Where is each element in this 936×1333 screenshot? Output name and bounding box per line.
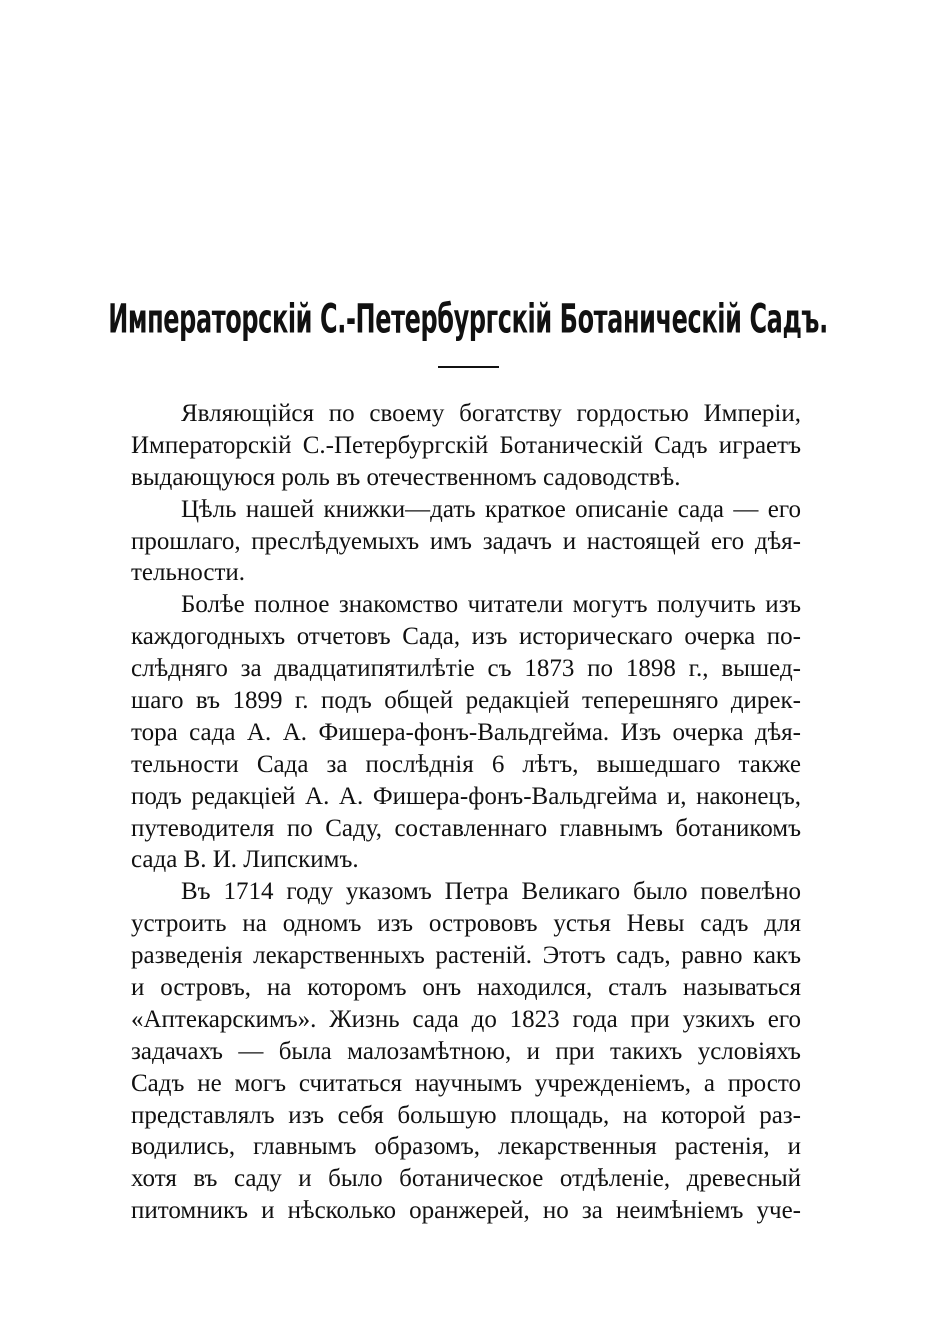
text-line: Императорскій С.-Петербургскій Ботаническій Садъ играетъ: [131, 431, 801, 459]
text-line: каждогодныхъ отчетовъ Сада, изъ историческаго очерка по-: [131, 623, 801, 651]
text-line: Являющійся по своему богатству гордостью Имперіи,: [181, 400, 801, 427]
text-line: сада В. И. Липскимъ.: [131, 846, 359, 874]
text-line: хотя въ саду и было ботаническое отдѣленіе, древесный: [131, 1165, 801, 1193]
text-line: тора сада А. А. Фишера-фонъ-Вальдгейма. Изъ очерка дѣя-: [131, 718, 801, 746]
text-line: тельности.: [131, 559, 246, 587]
text-line: шаго въ 1899 г. подъ общей редакціей теперешняго дирек-: [131, 687, 801, 715]
text-line: «Аптекарскимъ». Жизнь сада до 1823 года при узкихъ его: [131, 1005, 801, 1033]
text-line: Садъ не могъ считаться научнымъ учрежденіемъ, а просто: [131, 1069, 801, 1097]
text-line: выдающуюся роль въ отечественномъ садоводствѣ.: [131, 463, 681, 491]
text-line: и островъ, на которомъ онъ находился, сталъ называться: [131, 974, 801, 1002]
text-line: Цѣль нашей книжки—дать краткое описаніе сада — его: [181, 495, 801, 523]
page-title: Императорскій С.-Петербургскій Ботаническій Садъ.: [108, 296, 828, 344]
text-line: слѣдняго за двадцатипятилѣтіе съ 1873 по 1898 г., вышед-: [131, 655, 801, 683]
text-line: подъ редакціей А. А. Фишера-фонъ-Вальдгейма и, наконецъ,: [131, 782, 801, 810]
text-line: питомникъ и нѣсколько оранжерей, но за неимѣніемъ уче-: [131, 1197, 801, 1225]
text-line: прошлаго, преслѣдуемыхъ имъ задачъ и настоящей его дѣя-: [131, 527, 801, 555]
text-line: задачахъ — была малозамѣтною, и при такихъ условіяхъ: [131, 1037, 801, 1065]
text-line: представлялъ изъ себя большую площадь, на которой раз-: [131, 1101, 801, 1129]
text-line: Въ 1714 году указомъ Петра Великаго было повелѣно: [181, 878, 801, 906]
text-line: устроить на одномъ изъ острововъ устья Невы садъ для: [131, 910, 801, 938]
body-text: [131, 398, 801, 1227]
text-line: Болѣе полное знакомство читатели могутъ получить изъ: [181, 591, 801, 619]
title-divider: [438, 366, 499, 368]
text-line: тельности Сада за послѣднія 6 лѣтъ, вышедшаго также: [131, 750, 801, 778]
text-line: водились, главнымъ образомъ, лекарственныя растенія, и: [131, 1133, 801, 1161]
text-line: путеводителя по Саду, составленнаго главнымъ ботаникомъ: [131, 814, 801, 842]
text-line: разведенія лекарственныхъ растеній. Этотъ садъ, равно какъ: [131, 942, 801, 970]
